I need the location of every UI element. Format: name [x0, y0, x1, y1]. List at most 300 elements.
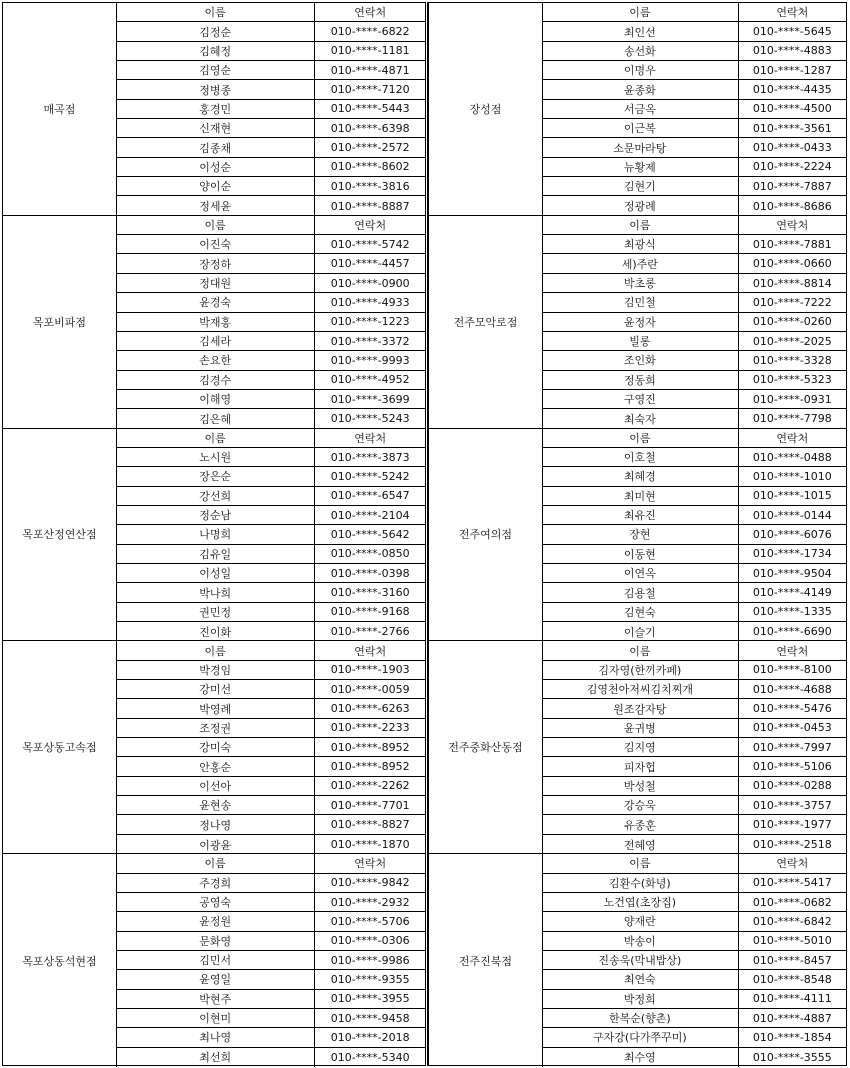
- phone-number: 010-****-7120: [330, 83, 410, 97]
- person-name: 구영진: [542, 390, 739, 408]
- table-row: [542, 970, 846, 989]
- person-name: 김혜정: [116, 42, 315, 60]
- person-name: 박송이: [542, 932, 739, 950]
- table-row: [542, 313, 846, 332]
- person-name: 한복순(향촌): [542, 1009, 739, 1027]
- phone-number: 010-****-5742: [330, 237, 410, 251]
- person-name: 빌롱: [542, 332, 739, 350]
- store-block: [429, 429, 846, 642]
- person-name: 강선희: [116, 487, 315, 505]
- header-name: 이름: [542, 3, 739, 21]
- phone-number: 010-****-2233: [330, 721, 410, 735]
- store-name: 전주중화산동점: [429, 641, 543, 853]
- phone-number: 010-****-8100: [752, 663, 832, 677]
- phone-number: 010-****-6822: [330, 25, 410, 39]
- phone-number: 010-****-5243: [330, 412, 410, 426]
- person-name: 손요한: [116, 351, 315, 369]
- phone-number: 010-****-5010: [752, 934, 832, 948]
- table-row: [542, 390, 846, 409]
- person-name: 신재현: [116, 119, 315, 137]
- phone-number: 010-****-5706: [330, 914, 410, 928]
- person-name: 김종채: [116, 138, 315, 156]
- phone-number: 010-****-7798: [752, 412, 832, 426]
- table-row: [116, 699, 425, 718]
- phone-number: 010-****-0306: [330, 934, 410, 948]
- table-row: [116, 196, 425, 215]
- person-name: 김환수(화녕): [542, 874, 739, 892]
- phone-number: 010-****-2766: [330, 625, 410, 639]
- phone-number: 010-****-8952: [330, 760, 410, 774]
- person-name: 양이순: [116, 177, 315, 195]
- person-name: 윤정원: [116, 912, 315, 930]
- table-row: [116, 603, 425, 622]
- phone-number: 010-****-8814: [752, 276, 832, 290]
- person-name: 이연옥: [542, 564, 739, 582]
- person-name: 이진숙: [116, 235, 315, 253]
- phone-number: 010-****-1977: [752, 818, 832, 832]
- store-block: [429, 641, 846, 854]
- person-name: 박초롱: [542, 274, 739, 292]
- person-name: 최연숙: [542, 970, 739, 988]
- header-contact: 연락처: [776, 218, 809, 232]
- header-contact: 연락처: [776, 644, 809, 658]
- table-row: [542, 196, 846, 215]
- phone-number: 010-****-3561: [752, 121, 832, 135]
- header-contact: 연락처: [354, 857, 387, 871]
- person-name: 정세윤: [116, 196, 315, 215]
- person-name: 양재란: [542, 912, 739, 930]
- phone-number: 010-****-8952: [330, 740, 410, 754]
- table-row: [116, 583, 425, 602]
- phone-number: 010-****-6842: [752, 914, 832, 928]
- store-name: 전주진북점: [429, 854, 543, 1067]
- table-row: [116, 951, 425, 970]
- table-row: [542, 448, 846, 467]
- table-row: [542, 583, 846, 602]
- store-name: 목포상동고속점: [3, 641, 117, 853]
- table-row: [542, 235, 846, 254]
- phone-number: 010-****-1870: [330, 838, 410, 851]
- person-name: 장현: [542, 525, 739, 543]
- person-name: 김자영(한끼카페): [542, 661, 739, 679]
- person-name: 강승욱: [542, 796, 739, 814]
- phone-number: 010-****-3816: [330, 179, 410, 193]
- phone-number: 010-****-8548: [752, 972, 832, 986]
- phone-number: 010-****-7222: [752, 295, 832, 309]
- person-name: 윤귀병: [542, 719, 739, 737]
- phone-number: 010-****-0660: [752, 257, 832, 271]
- table-row: [116, 390, 425, 409]
- store-block: [3, 3, 425, 216]
- store-name: 장성점: [429, 3, 543, 215]
- table-row: [116, 235, 425, 254]
- phone-number: 010-****-2018: [330, 1030, 410, 1044]
- person-name: 전혜영: [542, 835, 739, 854]
- phone-number: 010-****-3873: [330, 450, 410, 464]
- person-name: 장은순: [116, 467, 315, 485]
- person-name: 송선화: [542, 42, 739, 60]
- store-rows: [116, 854, 425, 1067]
- phone-number: 010-****-1734: [752, 547, 832, 561]
- table-row: [116, 757, 425, 776]
- table-row: [116, 332, 425, 351]
- phone-number: 010-****-7887: [752, 179, 832, 193]
- phone-number: 010-****-9504: [752, 566, 832, 580]
- person-name: 이광윤: [116, 835, 315, 854]
- table-row: [542, 158, 846, 177]
- header-name: 이름: [542, 641, 739, 659]
- phone-number: 010-****-5443: [330, 102, 410, 116]
- person-name: 장정하: [116, 254, 315, 272]
- header-contact: 연락처: [776, 6, 809, 20]
- table-row: [542, 1048, 846, 1067]
- phone-number: 010-****-0288: [752, 779, 832, 793]
- header-name: 이름: [542, 429, 739, 447]
- person-name: 김용철: [542, 583, 739, 601]
- phone-number: 010-****-4688: [752, 682, 832, 696]
- table-row: [542, 796, 846, 815]
- table-row: [116, 1009, 425, 1028]
- header-row: [542, 216, 846, 235]
- table-row: [116, 42, 425, 61]
- phone-number: 010-****-2104: [330, 508, 410, 522]
- phone-number: 010-****-9986: [330, 953, 410, 967]
- phone-number: 010-****-2932: [330, 895, 410, 909]
- table-row: [116, 177, 425, 196]
- phone-number: 010-****-1223: [330, 315, 410, 329]
- phone-number: 010-****-4883: [752, 44, 832, 58]
- phone-number: 010-****-1335: [752, 605, 832, 619]
- store-rows: [542, 641, 846, 853]
- phone-number: 010-****-4111: [752, 992, 832, 1006]
- header-name: 이름: [116, 3, 315, 21]
- right-column: [427, 2, 847, 1066]
- person-name: 나명희: [116, 525, 315, 543]
- table-row: [116, 22, 425, 41]
- person-name: 박경임: [116, 661, 315, 679]
- phone-number: 010-****-0260: [752, 315, 832, 329]
- person-name: 정대원: [116, 274, 315, 292]
- person-name: 정순남: [116, 506, 315, 524]
- person-name: 뉴황제: [542, 158, 739, 176]
- store-block: [429, 854, 846, 1067]
- table-row: [542, 661, 846, 680]
- person-name: 정병종: [116, 80, 315, 98]
- person-name: 윤경숙: [116, 293, 315, 311]
- phone-number: 010-****-1181: [330, 44, 410, 58]
- phone-number: 010-****-0059: [330, 682, 410, 696]
- table-row: [116, 661, 425, 680]
- table-row: [542, 874, 846, 893]
- person-name: 김민철: [542, 293, 739, 311]
- phone-number: 010-****-8457: [752, 953, 832, 967]
- phone-number: 010-****-4933: [330, 295, 410, 309]
- header-name: 이름: [542, 216, 739, 234]
- person-name: 이명우: [542, 61, 739, 79]
- table-row: [116, 777, 425, 796]
- phone-number: 010-****-2262: [330, 779, 410, 793]
- phone-number: 010-****-0144: [752, 508, 832, 522]
- header-contact: 연락처: [776, 857, 809, 871]
- store-rows: [542, 854, 846, 1067]
- table-row: [116, 138, 425, 157]
- phone-number: 010-****-3555: [752, 1050, 832, 1064]
- person-name: 최인선: [542, 22, 739, 40]
- person-name: 정나영: [116, 815, 315, 833]
- phone-number: 010-****-2518: [752, 838, 832, 851]
- left-column: [2, 2, 426, 1066]
- phone-number: 010-****-6263: [330, 702, 410, 716]
- person-name: 진송욱(막내밥상): [542, 951, 739, 969]
- store-name: 목포산정연산점: [3, 429, 117, 641]
- table-row: [542, 835, 846, 854]
- phone-number: 010-****-4871: [330, 63, 410, 77]
- table-row: [542, 990, 846, 1009]
- person-name: 이선아: [116, 777, 315, 795]
- table-row: [542, 738, 846, 757]
- person-name: 박영례: [116, 699, 315, 717]
- person-name: 김유일: [116, 545, 315, 563]
- table-row: [116, 932, 425, 951]
- header-row: [116, 641, 425, 660]
- person-name: 이동현: [542, 545, 739, 563]
- table-row: [116, 525, 425, 544]
- store-rows: [116, 429, 425, 641]
- person-name: 최혜경: [542, 467, 739, 485]
- header-name: 이름: [542, 854, 739, 872]
- header-row: [116, 216, 425, 235]
- table-row: [542, 22, 846, 41]
- store-rows: [542, 3, 846, 215]
- phone-number: 010-****-5645: [752, 25, 832, 39]
- person-name: 최선희: [116, 1048, 315, 1067]
- person-name: 김은혜: [116, 409, 315, 428]
- table-row: [116, 622, 425, 641]
- store-block: [3, 854, 425, 1067]
- store-name: 전주여의점: [429, 429, 543, 641]
- header-row: [542, 429, 846, 448]
- table-row: [116, 506, 425, 525]
- person-name: 홍경민: [116, 100, 315, 118]
- table-row: [116, 545, 425, 564]
- person-name: 박재홍: [116, 313, 315, 331]
- phone-number: 010-****-3699: [330, 392, 410, 406]
- phone-number: 010-****-5642: [330, 527, 410, 541]
- person-name: 윤영일: [116, 970, 315, 988]
- table-row: [542, 603, 846, 622]
- phone-number: 010-****-8887: [330, 199, 410, 213]
- table-row: [542, 487, 846, 506]
- table-row: [542, 371, 846, 390]
- contact-table: [2, 2, 847, 1066]
- phone-number: 010-****-0682: [752, 895, 832, 909]
- person-name: 박성철: [542, 777, 739, 795]
- table-row: [116, 970, 425, 989]
- person-name: 주경희: [116, 874, 315, 892]
- header-contact: 연락처: [354, 218, 387, 232]
- store-block: [3, 216, 425, 429]
- table-row: [542, 932, 846, 951]
- table-row: [542, 351, 846, 370]
- person-name: 김영순: [116, 61, 315, 79]
- phone-number: 010-****-5106: [752, 760, 832, 774]
- table-row: [116, 835, 425, 854]
- person-name: 최수영: [542, 1048, 739, 1067]
- person-name: 조정권: [116, 719, 315, 737]
- phone-number: 010-****-5476: [752, 702, 832, 716]
- phone-number: 010-****-7701: [330, 798, 410, 812]
- person-name: 구자강(다가쭈꾸미): [542, 1028, 739, 1046]
- phone-number: 010-****-5340: [330, 1050, 410, 1064]
- table-row: [116, 796, 425, 815]
- table-row: [542, 100, 846, 119]
- table-row: [542, 912, 846, 931]
- person-name: 강미숙: [116, 738, 315, 756]
- phone-number: 010-****-9993: [330, 353, 410, 367]
- store-block: [429, 3, 846, 216]
- phone-number: 010-****-8827: [330, 818, 410, 832]
- person-name: 진이화: [116, 622, 315, 641]
- table-row: [542, 757, 846, 776]
- store-rows: [542, 216, 846, 428]
- phone-number: 010-****-0488: [752, 450, 832, 464]
- person-name: 공영숙: [116, 893, 315, 911]
- person-name: 권민정: [116, 603, 315, 621]
- phone-number: 010-****-5242: [330, 469, 410, 483]
- person-name: 정동희: [542, 371, 739, 389]
- table-row: [116, 487, 425, 506]
- person-name: 최광식: [542, 235, 739, 253]
- person-name: 노시원: [116, 448, 315, 466]
- header-row: [116, 854, 425, 873]
- phone-number: 010-****-7881: [752, 237, 832, 251]
- table-row: [542, 119, 846, 138]
- person-name: 이성일: [116, 564, 315, 582]
- phone-number: 010-****-4149: [752, 586, 832, 600]
- person-name: 서금옥: [542, 100, 739, 118]
- table-row: [542, 622, 846, 641]
- phone-number: 010-****-3955: [330, 992, 410, 1006]
- phone-number: 010-****-4457: [330, 257, 410, 271]
- person-name: 이호철: [542, 448, 739, 466]
- table-row: [542, 42, 846, 61]
- phone-number: 010-****-5323: [752, 373, 832, 387]
- phone-number: 010-****-1854: [752, 1030, 832, 1044]
- person-name: 조인화: [542, 351, 739, 369]
- table-row: [542, 61, 846, 80]
- table-row: [116, 1048, 425, 1067]
- table-row: [542, 719, 846, 738]
- header-name: 이름: [116, 429, 315, 447]
- table-row: [116, 467, 425, 486]
- header-row: [542, 854, 846, 873]
- table-row: [116, 680, 425, 699]
- phone-number: 010-****-9168: [330, 605, 410, 619]
- person-name: 윤종화: [542, 80, 739, 98]
- person-name: 김정순: [116, 22, 315, 40]
- phone-number: 010-****-6076: [752, 527, 832, 541]
- person-name: 최숙자: [542, 409, 739, 428]
- store-rows: [116, 641, 425, 853]
- store-block: [3, 429, 425, 642]
- table-row: [116, 1028, 425, 1047]
- person-name: 윤정자: [542, 313, 739, 331]
- person-name: 이슬기: [542, 622, 739, 641]
- phone-number: 010-****-2224: [752, 160, 832, 174]
- table-row: [542, 525, 846, 544]
- phone-number: 010-****-4435: [752, 83, 832, 97]
- store-name: 매곡점: [3, 3, 117, 215]
- table-row: [116, 409, 425, 428]
- person-name: 이성순: [116, 158, 315, 176]
- table-row: [116, 274, 425, 293]
- store-name: 전주모악로점: [429, 216, 543, 428]
- table-row: [116, 119, 425, 138]
- person-name: 최유진: [542, 506, 739, 524]
- header-name: 이름: [116, 641, 315, 659]
- table-row: [542, 409, 846, 428]
- phone-number: 010-****-9842: [330, 876, 410, 890]
- header-row: [116, 3, 425, 22]
- header-contact: 연락처: [776, 431, 809, 445]
- store-rows: [116, 216, 425, 428]
- phone-number: 010-****-0900: [330, 276, 410, 290]
- header-row: [542, 641, 846, 660]
- table-row: [116, 719, 425, 738]
- person-name: 김민서: [116, 951, 315, 969]
- table-row: [116, 254, 425, 273]
- store-rows: [542, 429, 846, 641]
- person-name: 최나영: [116, 1028, 315, 1046]
- table-row: [542, 545, 846, 564]
- table-row: [542, 951, 846, 970]
- phone-number: 010-****-6690: [752, 625, 832, 639]
- table-row: [542, 680, 846, 699]
- table-row: [116, 738, 425, 757]
- table-row: [116, 990, 425, 1009]
- person-name: 유종훈: [542, 815, 739, 833]
- table-row: [542, 332, 846, 351]
- person-name: 박현주: [116, 990, 315, 1008]
- header-contact: 연락처: [354, 431, 387, 445]
- phone-number: 010-****-2025: [752, 334, 832, 348]
- phone-number: 010-****-3757: [752, 798, 832, 812]
- table-row: [542, 777, 846, 796]
- phone-number: 010-****-9355: [330, 972, 410, 986]
- phone-number: 010-****-1287: [752, 63, 832, 77]
- person-name: 문화영: [116, 932, 315, 950]
- phone-number: 010-****-0433: [752, 141, 832, 155]
- person-name: 박나희: [116, 583, 315, 601]
- phone-number: 010-****-1015: [752, 489, 832, 503]
- table-row: [542, 893, 846, 912]
- phone-number: 010-****-0850: [330, 547, 410, 561]
- person-name: 세)주란: [542, 254, 739, 272]
- table-row: [542, 1028, 846, 1047]
- phone-number: 010-****-3328: [752, 353, 832, 367]
- phone-number: 010-****-8602: [330, 160, 410, 174]
- table-row: [116, 448, 425, 467]
- table-row: [116, 61, 425, 80]
- header-contact: 연락처: [354, 6, 387, 20]
- header-name: 이름: [116, 854, 315, 872]
- store-rows: [116, 3, 425, 215]
- person-name: 김경수: [116, 371, 315, 389]
- phone-number: 010-****-9458: [330, 1011, 410, 1025]
- table-row: [116, 912, 425, 931]
- phone-number: 010-****-0931: [752, 392, 832, 406]
- table-row: [542, 506, 846, 525]
